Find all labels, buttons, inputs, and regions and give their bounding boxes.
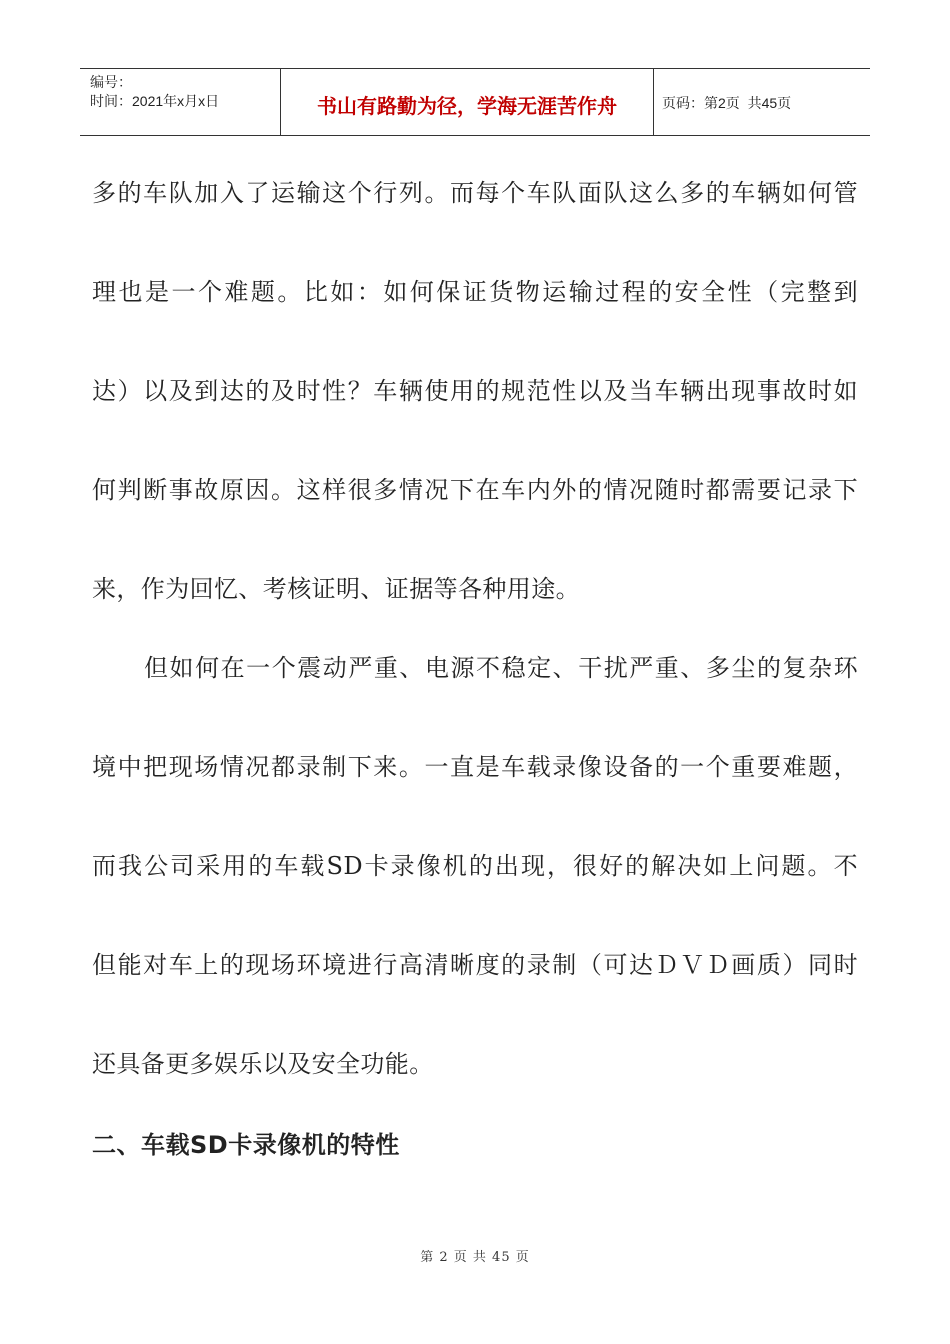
paragraph-line: 但如何在一个震动严重、电源不稳定、干扰严重、多尘的复杂环: [144, 654, 858, 682]
paragraph-line: 但能对车上的现场环境进行高清晰度的录制（可达ＤＶＤ画质）同时: [92, 951, 858, 979]
paragraph-line: 境中把现场情况都录制下来。一直是车载录像设备的一个重要难题，: [92, 753, 858, 781]
document-code-label: 编号：: [90, 74, 132, 90]
header-page-cell: [654, 69, 870, 135]
header-motto-cell: [281, 69, 654, 135]
paragraph-line: 何判断事故原因。这样很多情况下在车内外的情况随时都需要记录下: [92, 476, 858, 504]
document-body: [92, 158, 858, 1128]
page-header: [80, 68, 870, 136]
section-heading: 二、车载SD卡录像机的特性: [92, 1131, 400, 1159]
paragraph-line: 理也是一个难题。比如：如何保证货物运输过程的安全性（完整到: [92, 278, 858, 306]
footer-page-number: 第 2 页 共 45 页: [420, 1250, 530, 1265]
page-footer: [0, 1246, 950, 1265]
header-motto: 书山有路勤为径，学海无涯苦作舟: [317, 93, 617, 118]
paragraph-line: 而我公司采用的车载SD卡录像机的出现，很好的解决如上问题。不: [92, 852, 858, 880]
paragraph-line: 达）以及到达的及时性？车辆使用的规范性以及当车辆出现事故时如: [92, 377, 858, 405]
paragraph-line: 来，作为回忆、考核证明、证据等各种用途。: [92, 575, 580, 603]
paragraph-line: 多的车队加入了运输这个行列。而每个车队面队这么多的车辆如何管: [92, 179, 858, 207]
paragraph-line: 还具备更多娱乐以及安全功能。: [92, 1050, 434, 1078]
header-page-info: 页码：第2页 共45页: [662, 95, 792, 111]
header-meta-cell: [80, 69, 281, 135]
document-date: 时间：2021年x月x日: [90, 93, 220, 109]
